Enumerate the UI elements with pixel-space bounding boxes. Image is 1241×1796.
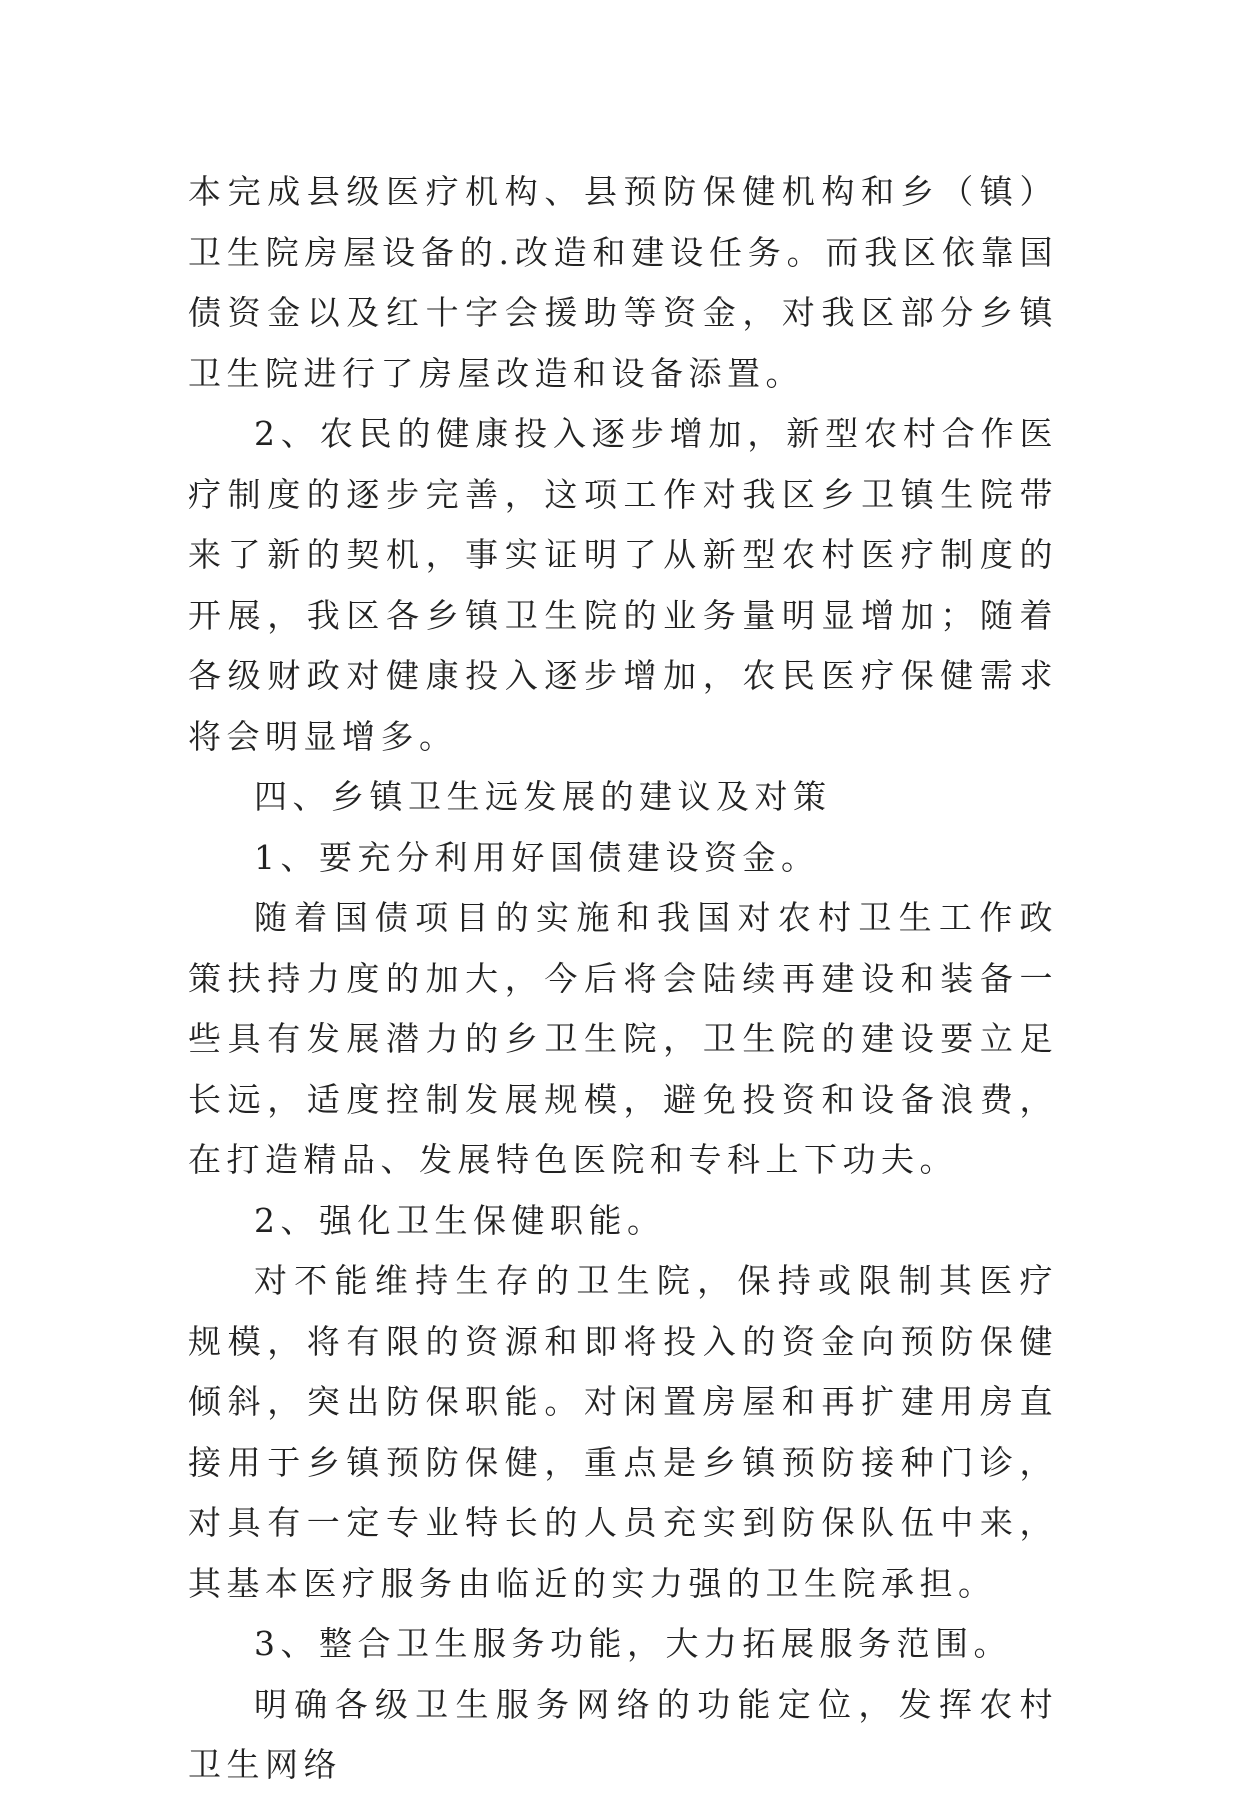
subheading-3: 3、整合卫生服务功能，大力拓展服务范围。: [254, 1624, 1012, 1663]
subheading-2: 2、强化卫生保健职能。: [254, 1200, 666, 1240]
paragraph-5: 明确各级卫生服务网络的功能定位，发挥农村卫生网络: [188, 1684, 1058, 1784]
subheading-1: 1、要充分利用好国债建设资金。: [254, 837, 820, 877]
paragraph-2: 2、农民的健康投入逐步增加，新型农村合作医疗制度的逐步完善，这项工作对我区乡卫镇生院带来了新的契机，事实证明了从新型农村医疗制度的开展，我区各乡镇卫生院的业务量明显增加；随着各级财政对健康投入逐步增加，农民医疗保健需求将会明显增多。: [188, 414, 1058, 756]
paragraph-1: 本完成县级医疗机构、县预防保健机构和乡（镇）卫生院房屋设备的.改造和建设任务。而我区依靠国债资金以及红十字会援助等资金，对我区部分乡镇卫生院进行了房屋改造和设备添置。: [188, 172, 1058, 393]
section-heading-4: 四、乡镇卫生远发展的建议及对策: [254, 777, 832, 816]
paragraph-3: 随着国债项目的实施和我国对农村卫生工作政策扶持力度的加大，今后将会陆续再建设和装备一些具有发展潜力的乡卫生院，卫生院的建设要立足长远，适度控制发展规模，避免投资和设备浪费，在打造精品、发展特色医院和专科上下功夫。: [188, 898, 1058, 1179]
paragraph-4: 对不能维持生存的卫生院，保持或限制其医疗规模，将有限的资源和即将投入的资金向预防保健倾斜，突出防保职能。对闲置房屋和再扩建用房直接用于乡镇预防保健，重点是乡镇预防接种门诊，对具有一定专业特长的人员充实到防保队伍中来，其基本医疗服务由临近的实力强的卫生院承担。: [188, 1261, 1058, 1603]
document-body: [188, 162, 1058, 1796]
